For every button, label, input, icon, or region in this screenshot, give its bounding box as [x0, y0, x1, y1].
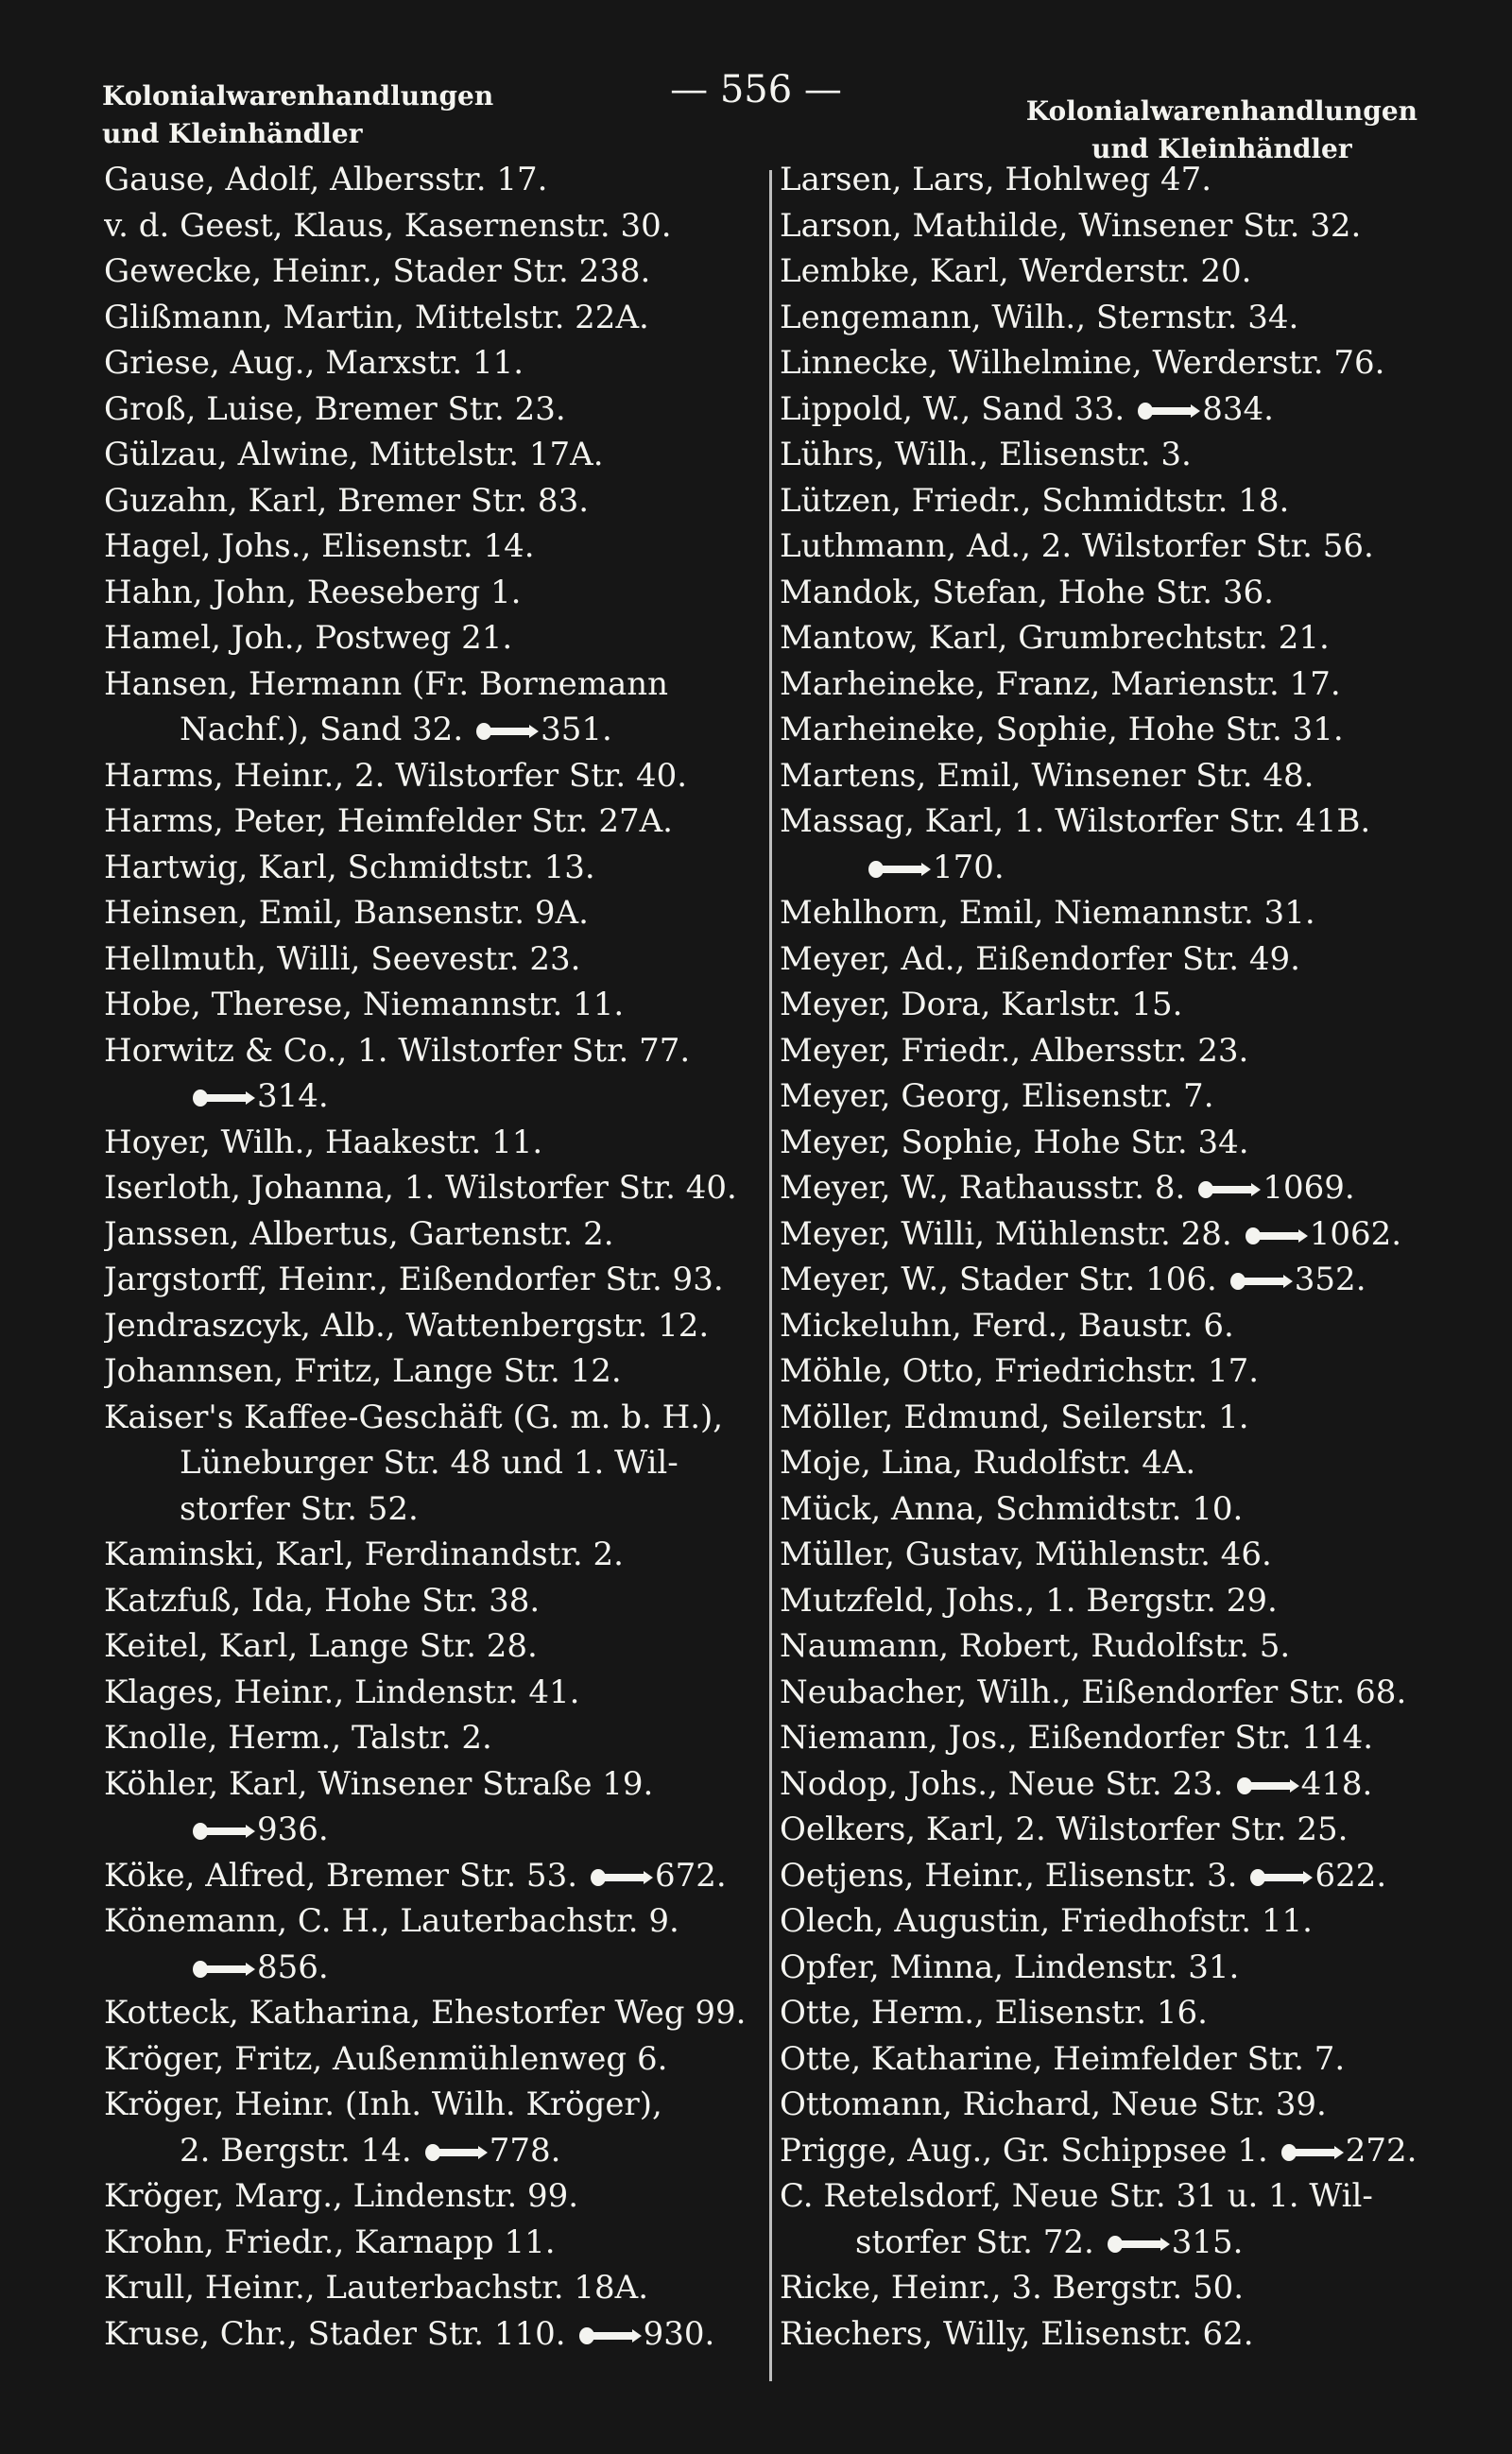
entry-text: Heinsen, Emil, Bansenstr. 9A.: [104, 894, 589, 932]
directory-entry: [780, 1898, 1441, 1945]
directory-entry: [780, 1028, 1441, 1074]
entry-text: Möhle, Otto, Friedrichstr. 17.: [780, 1352, 1260, 1390]
directory-entry: [780, 1532, 1441, 1578]
entry-text: Harms, Peter, Heimfelder Str. 27A.: [104, 802, 673, 840]
header-left: [102, 77, 493, 153]
entry-text: Martens, Emil, Winsener Str. 48.: [780, 756, 1314, 795]
entry-text: Hagel, Johs., Elisenstr. 14.: [104, 527, 535, 565]
entry-continuation: [780, 2220, 1441, 2266]
entry-text: Glißmann, Martin, Mittelstr. 22A.: [104, 298, 649, 336]
phone-number: 315.: [1171, 2222, 1244, 2261]
entry-text: Horwitz & Co., 1. Wilstorfer Str. 77.: [104, 1031, 691, 1070]
directory-entry: [104, 845, 756, 891]
directory-entry: [780, 1165, 1441, 1211]
page-number: — 556 —: [670, 68, 842, 112]
entry-text: Lembke, Karl, Werderstr. 20.: [780, 252, 1252, 290]
header-left-title: Kolonialwarenhandlungen: [102, 80, 494, 112]
entry-text: Iserloth, Johanna, 1. Wilstorfer Str. 40.: [104, 1169, 737, 1207]
directory-entry: [104, 798, 756, 845]
entry-text: Gewecke, Heinr., Stader Str. 238.: [104, 252, 651, 290]
page-header: [0, 60, 1512, 164]
entry-text: Kaminski, Karl, Ferdinandstr. 2.: [104, 1536, 624, 1573]
directory-entry: [104, 1165, 756, 1211]
directory-entry: [104, 2173, 756, 2220]
entry-text: Mück, Anna, Schmidtstr. 10.: [780, 1489, 1244, 1528]
entry-text: Nodop, Johs., Neue Str. 23.: [780, 1764, 1224, 1803]
directory-entry: [780, 2311, 1441, 2358]
telephone-icon: [476, 723, 535, 740]
directory-entry: [780, 890, 1441, 936]
entry-continuation: [104, 1440, 756, 1486]
entry-text: Kruse, Chr., Stader Str. 110.: [104, 2314, 566, 2353]
entry-continuation: [104, 1807, 756, 1853]
phone-number: 778.: [489, 2131, 561, 2170]
entry-text: Linnecke, Wilhelmine, Werderstr. 76.: [780, 344, 1385, 382]
entry-text: Marheineke, Franz, Marienstr. 17.: [780, 664, 1341, 703]
directory-entry: [780, 1073, 1441, 1120]
directory-entry: [104, 1623, 756, 1670]
entry-text: Griese, Aug., Marxstr. 11.: [104, 344, 524, 382]
directory-entry: [104, 2220, 756, 2266]
directory-entry: [780, 386, 1441, 433]
directory-entry: [104, 1257, 756, 1303]
directory-entry: [104, 890, 756, 936]
telephone-icon: [591, 1869, 649, 1886]
directory-entry: [780, 1715, 1441, 1761]
entry-text: Larson, Mathilde, Winsener Str. 32.: [780, 206, 1362, 245]
entry-text: Nachf.), Sand 32.: [180, 711, 464, 748]
entry-text: Lührs, Wilh., Elisenstr. 3.: [780, 436, 1192, 473]
telephone-icon: [193, 1090, 251, 1107]
directory-entry: [104, 203, 756, 249]
directory-entry: [780, 2082, 1441, 2128]
directory-entry: [104, 2036, 756, 2083]
entry-text: Hoyer, Wilh., Haakestr. 11.: [104, 1123, 543, 1161]
entry-text: Luthmann, Ad., 2. Wilstorfer Str. 56.: [780, 527, 1374, 565]
directory-entry: [104, 1395, 756, 1441]
directory-entry: [104, 570, 756, 616]
directory-entry: [780, 157, 1441, 203]
entry-continuation: [104, 1945, 756, 1991]
directory-entry: [104, 1761, 756, 1808]
entry-text: Gülzau, Alwine, Mittelstr. 17A.: [104, 436, 604, 473]
directory-entry: [780, 936, 1441, 983]
telephone-icon: [1108, 2236, 1166, 2253]
phone-number: 314.: [257, 1077, 329, 1115]
directory-entry: [780, 2128, 1441, 2174]
directory-entry: [780, 1120, 1441, 1166]
directory-entry: [104, 2082, 756, 2128]
phone-number: 936.: [257, 1810, 329, 1848]
directory-entry: [780, 661, 1441, 708]
entry-text: Katzfuß, Ida, Hohe Str. 38.: [104, 1581, 541, 1620]
entry-text: 2. Bergstr. 14.: [180, 2131, 412, 2170]
entry-text: Hahn, John, Reeseberg 1.: [104, 573, 522, 611]
directory-entry: [780, 478, 1441, 524]
directory-entry: [780, 1623, 1441, 1670]
directory-entry: [780, 1853, 1441, 1899]
phone-number: 272.: [1345, 2131, 1418, 2170]
entry-text: Knolle, Herm., Talstr. 2.: [104, 1719, 492, 1757]
entry-text: Kröger, Fritz, Außenmühlenweg 6.: [104, 2039, 668, 2078]
telephone-icon: [1198, 1181, 1257, 1198]
entry-text: Lüneburger Str. 48 und 1. Wil-: [180, 1444, 679, 1482]
entry-text: Köhler, Karl, Winsener Straße 19.: [104, 1764, 654, 1803]
entry-text: Möller, Edmund, Seilerstr. 1.: [780, 1398, 1249, 1436]
telephone-icon: [1250, 1869, 1309, 1886]
right-column: [780, 157, 1441, 2357]
telephone-icon: [579, 2327, 638, 2344]
telephone-icon: [1246, 1227, 1304, 1244]
entry-text: Mutzfeld, Johs., 1. Bergstr. 29.: [780, 1581, 1278, 1620]
directory-entry: [104, 1715, 756, 1761]
entry-text: Lippold, W., Sand 33.: [780, 389, 1125, 428]
directory-entry: [780, 1945, 1441, 1991]
directory-entry: [780, 1211, 1441, 1258]
phone-number: 1062.: [1309, 1214, 1402, 1253]
entry-continuation: [780, 845, 1441, 891]
directory-entry: [104, 2311, 756, 2358]
telephone-icon: [868, 861, 927, 878]
directory-entry: [780, 1990, 1441, 2036]
entry-text: Otte, Katharine, Heimfelder Str. 7.: [780, 2039, 1346, 2078]
entry-text: Ricke, Heinr., 3. Bergstr. 50.: [780, 2269, 1245, 2307]
entry-text: Larsen, Lars, Hohlweg 47.: [780, 161, 1212, 198]
entry-continuation: [104, 1073, 756, 1120]
phone-number: 622.: [1314, 1856, 1387, 1895]
telephone-icon: [193, 1961, 251, 1978]
directory-entry: [104, 1898, 756, 1945]
entry-text: Kröger, Heinr. (Inh. Wilh. Kröger),: [104, 2085, 662, 2123]
directory-entry: [780, 523, 1441, 570]
directory-entry: [780, 1257, 1441, 1303]
directory-entry: [104, 615, 756, 661]
entry-text: Meyer, Georg, Elisenstr. 7.: [780, 1077, 1214, 1115]
entry-text: Niemann, Jos., Eißendorfer Str. 114.: [780, 1719, 1374, 1757]
entry-continuation: [104, 707, 756, 753]
entry-text: Oelkers, Karl, 2. Wilstorfer Str. 25.: [780, 1810, 1349, 1848]
directory-entry: [780, 2036, 1441, 2083]
directory-entry: [780, 1761, 1441, 1808]
entry-text: Marheineke, Sophie, Hohe Str. 31.: [780, 711, 1344, 748]
entry-text: Hartwig, Karl, Schmidtstr. 13.: [104, 848, 595, 886]
directory-entry: [104, 386, 756, 433]
entry-text: Krull, Heinr., Lauterbachstr. 18A.: [104, 2269, 649, 2307]
directory-entry: [104, 1303, 756, 1349]
entry-text: Kotteck, Katharina, Ehestorfer Weg 99.: [104, 1994, 747, 2032]
directory-entry: [780, 249, 1441, 295]
telephone-icon: [1237, 1777, 1296, 1794]
entry-text: Neubacher, Wilh., Eißendorfer Str. 68.: [780, 1673, 1407, 1711]
entry-text: storfer Str. 72.: [855, 2222, 1094, 2261]
entry-text: Mantow, Karl, Grumbrechtstr. 21.: [780, 619, 1330, 657]
phone-number: 834.: [1202, 389, 1274, 428]
entry-text: Groß, Luise, Bremer Str. 23.: [104, 389, 566, 428]
header-right-subtitle: und Kleinhändler: [1091, 133, 1352, 164]
column-divider: [769, 170, 772, 2381]
directory-entry: [104, 753, 756, 799]
entry-text: Opfer, Minna, Lindenstr. 31.: [780, 1948, 1240, 1986]
entry-text: C. Retelsdorf, Neue Str. 31 u. 1. Wil-: [780, 2177, 1373, 2215]
directory-entry: [780, 615, 1441, 661]
entry-text: Mehlhorn, Emil, Niemannstr. 31.: [780, 894, 1315, 932]
directory-entry: [104, 1532, 756, 1578]
directory-entry: [780, 203, 1441, 249]
directory-entry: [104, 982, 756, 1028]
directory-entry: [104, 340, 756, 386]
entry-text: Meyer, W., Stader Str. 106.: [780, 1261, 1217, 1298]
phone-number: 170.: [933, 848, 1005, 886]
directory-entry: [104, 1120, 756, 1166]
directory-entry: [104, 249, 756, 295]
telephone-icon: [193, 1823, 251, 1840]
entry-text: Mandok, Stefan, Hohe Str. 36.: [780, 573, 1274, 611]
header-left-subtitle: und Kleinhändler: [102, 118, 363, 149]
entry-text: Meyer, Dora, Karlstr. 15.: [780, 986, 1183, 1023]
directory-entry: [780, 570, 1441, 616]
directory-entry: [780, 1807, 1441, 1853]
phone-number: 1069.: [1263, 1169, 1355, 1207]
entry-text: Meyer, W., Rathausstr. 8.: [780, 1169, 1186, 1207]
entry-text: Otte, Herm., Elisenstr. 16.: [780, 1994, 1208, 2032]
phone-number: 856.: [257, 1948, 329, 1986]
telephone-icon: [1138, 403, 1196, 420]
entry-text: Olech, Augustin, Friedhofstr. 11.: [780, 1902, 1313, 1940]
directory-entry: [780, 982, 1441, 1028]
telephone-icon: [1281, 2144, 1340, 2161]
directory-entry: [104, 1670, 756, 1716]
directory-entry: [780, 753, 1441, 799]
directory-entry: [104, 1578, 756, 1624]
entry-text: Massag, Karl, 1. Wilstorfer Str. 41B.: [780, 802, 1371, 840]
phone-number: 672.: [655, 1856, 727, 1895]
phone-number: 351.: [541, 711, 612, 748]
entry-text: Janssen, Albertus, Gartenstr. 2.: [104, 1214, 614, 1253]
entry-text: Jargstorff, Heinr., Eißendorfer Str. 93.: [104, 1261, 724, 1298]
entry-text: Könemann, C. H., Lauterbachstr. 9.: [104, 1902, 679, 1940]
directory-entry: [780, 1440, 1441, 1486]
directory-entry: [780, 340, 1441, 386]
directory-entry: [104, 1990, 756, 2036]
directory-entry: [780, 1348, 1441, 1395]
entry-text: storfer Str. 52.: [180, 1489, 419, 1528]
directory-entry: [780, 707, 1441, 753]
directory-entry: [780, 798, 1441, 845]
directory-entry: [104, 478, 756, 524]
entry-text: Meyer, Friedr., Albersstr. 23.: [780, 1031, 1249, 1070]
directory-entry: [104, 2265, 756, 2311]
directory-entry: [104, 1348, 756, 1395]
directory-entry: [780, 1395, 1441, 1441]
entry-text: Guzahn, Karl, Bremer Str. 83.: [104, 481, 590, 520]
phone-number: 930.: [643, 2314, 715, 2353]
directory-entry: [104, 157, 756, 203]
entry-text: Müller, Gustav, Mühlenstr. 46.: [780, 1536, 1272, 1573]
directory-entry: [780, 432, 1441, 478]
telephone-icon: [425, 2144, 484, 2161]
entry-text: Oetjens, Heinr., Elisenstr. 3.: [780, 1856, 1238, 1895]
directory-entry: [780, 295, 1441, 341]
entry-text: Kröger, Marg., Lindenstr. 99.: [104, 2177, 579, 2215]
entry-text: Krohn, Friedr., Karnapp 11.: [104, 2222, 556, 2261]
directory-entry: [780, 1486, 1441, 1533]
directory-entry: [780, 2173, 1441, 2220]
entry-continuation: [104, 2128, 756, 2174]
left-column: [104, 157, 756, 2357]
entry-text: Naumann, Robert, Rudolfstr. 5.: [780, 1627, 1291, 1665]
entry-text: Hobe, Therese, Niemannstr. 11.: [104, 986, 625, 1023]
telephone-icon: [1230, 1273, 1289, 1290]
entry-text: Klages, Heinr., Lindenstr. 41.: [104, 1673, 580, 1711]
entry-text: Gause, Adolf, Albersstr. 17.: [104, 161, 548, 198]
entry-continuation: [104, 1486, 756, 1533]
directory-entry: [780, 1670, 1441, 1716]
directory-entry: [104, 295, 756, 341]
entry-text: Hamel, Joh., Postweg 21.: [104, 619, 513, 657]
directory-entry: [104, 1211, 756, 1258]
directory-entry: [780, 2265, 1441, 2311]
phone-number: 418.: [1300, 1764, 1373, 1803]
entry-text: Moje, Lina, Rudolfstr. 4A.: [780, 1444, 1196, 1482]
entry-text: Meyer, Willi, Mühlenstr. 28.: [780, 1214, 1232, 1253]
entry-text: Prigge, Aug., Gr. Schippsee 1.: [780, 2131, 1268, 2170]
entry-text: Lützen, Friedr., Schmidtstr. 18.: [780, 481, 1290, 520]
entry-text: Jendraszcyk, Alb., Wattenbergstr. 12.: [104, 1306, 710, 1345]
entry-text: Mickeluhn, Ferd., Baustr. 6.: [780, 1306, 1234, 1345]
directory-entry: [780, 1578, 1441, 1624]
entry-text: Lengemann, Wilh., Sternstr. 34.: [780, 298, 1299, 336]
entry-text: Keitel, Karl, Lange Str. 28.: [104, 1627, 538, 1665]
directory-entry: [104, 936, 756, 983]
entry-text: Köke, Alfred, Bremer Str. 53.: [104, 1856, 578, 1895]
directory-entry: [104, 661, 756, 708]
entry-text: Meyer, Ad., Eißendorfer Str. 49.: [780, 939, 1300, 978]
phone-number: 352.: [1294, 1261, 1366, 1298]
entry-text: Ottomann, Richard, Neue Str. 39.: [780, 2085, 1327, 2123]
directory-entry: [104, 432, 756, 478]
entry-text: Riechers, Willy, Elisenstr. 62.: [780, 2314, 1254, 2353]
entry-text: Hansen, Hermann (Fr. Bornemann: [104, 664, 669, 703]
entry-text: Kaiser's Kaffee-Geschäft (G. m. b. H.),: [104, 1398, 724, 1436]
entry-text: Hellmuth, Willi, Seevestr. 23.: [104, 939, 581, 978]
entry-text: Johannsen, Fritz, Lange Str. 12.: [104, 1352, 622, 1390]
entry-text: Meyer, Sophie, Hohe Str. 34.: [780, 1123, 1249, 1161]
directory-entry: [104, 523, 756, 570]
directory-entry: [104, 1028, 756, 1074]
directory-entry: [780, 1303, 1441, 1349]
entry-text: Harms, Heinr., 2. Wilstorfer Str. 40.: [104, 756, 688, 795]
directory-entry: [104, 1853, 756, 1899]
entry-text: v. d. Geest, Klaus, Kasernenstr. 30.: [104, 206, 672, 245]
header-right-title: Kolonialwarenhandlungen: [1025, 95, 1418, 127]
